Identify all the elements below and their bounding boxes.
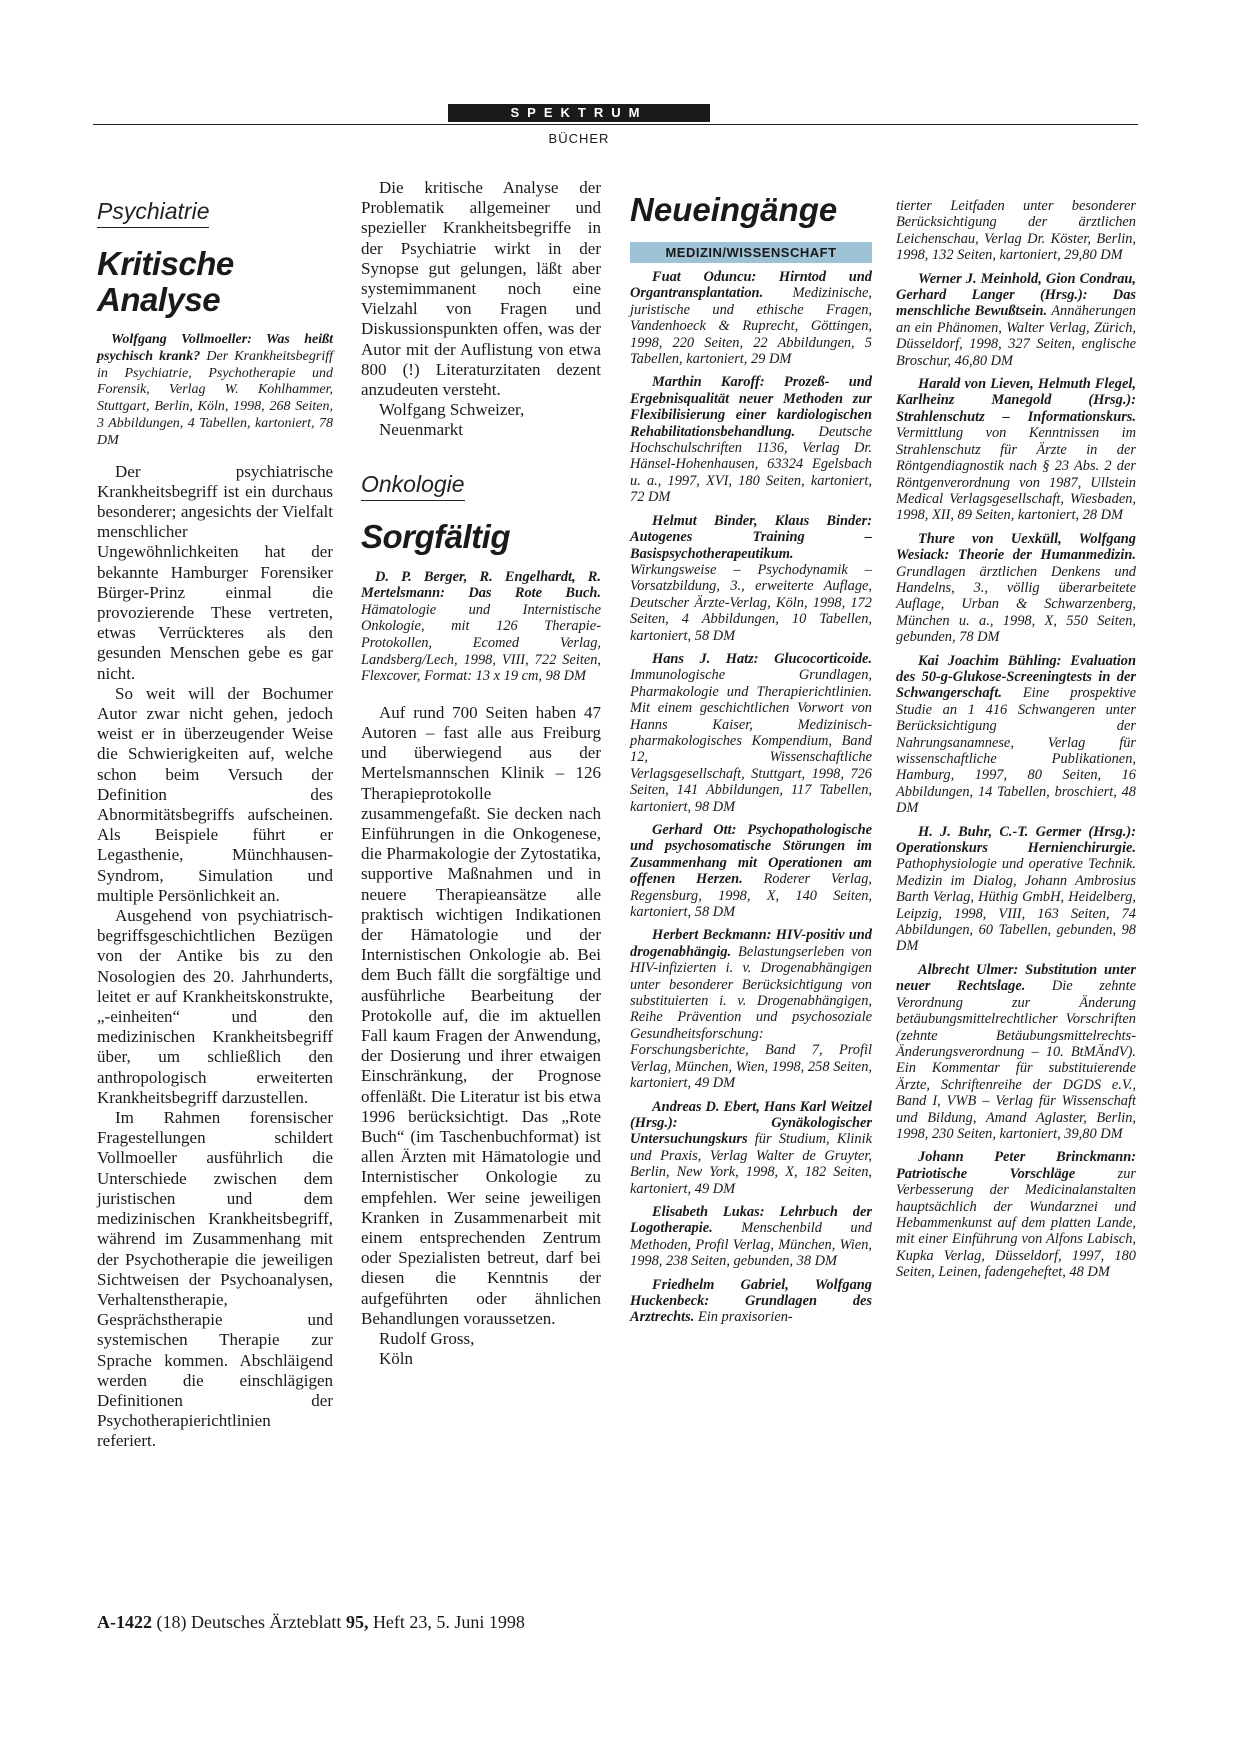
entry-title: Werner J. Meinhold, Gion Condrau, Gerhard Langer (Hrsg.): Das menschliche Bewußtsein. (896, 270, 1136, 320)
entry-details: Die zehnte Verordnung zur Änderung betäubungsmittelrechtlicher Vorschriften (zehnte Betäubungsmittelrechts-Änderungsverordnung – 10. BtMÄndV). Ein Kommentar für substituierende Ärzte, Schriftenreihe der DGDS e.V., Band I, VWB – Verlag für Wissenschaft und Bildung, Amand Aglaster, Berlin, 1998, 230 Seiten, kartoniert, 39,80 DM (896, 978, 1136, 1142)
headline-kritische-analyse (97, 246, 333, 318)
list-item (630, 822, 872, 920)
journal-date: Heft 23, 5. Juni 1998 (372, 1612, 525, 1632)
journal-issue: (18) Deutsches Ärzteblatt (156, 1612, 342, 1632)
headline-line-1: Kritische (97, 245, 234, 282)
entry-details: Belastungserleben von HIV-infizierten i. v. Drogenabhängigen unter besonderer Berücksichtigung von substituierten i. v. Drogenabhängigen, Reihe Prävention und psychosoziale Gesundheitsforschung: Forschungsberichte, Band 7, Profil Verlag, München, Wien, 1998, 258 Seiten, kartoniert, 49 DM (630, 943, 872, 1092)
list-item (896, 824, 1136, 955)
entry-title: Kai Joachim Bühling: Evaluation des 50-g-Glukose-Screeningtests in der Schwangerschaft. (896, 652, 1136, 702)
author-name: Wolfgang Schweizer, (379, 400, 525, 420)
entry-title: Albrecht Ulmer: Substitution unter neuer Rechtslage. (896, 961, 1136, 995)
entry-details: Annäherungen an ein Phänomen, Walter Verlag, Zürich, Düsseldorf, 1998, 327 Seiten, englische Broschur, 46,80 DM (896, 303, 1136, 369)
rubric-psychiatrie: Psychiatrie (97, 198, 209, 228)
article-body-continued (361, 178, 601, 400)
author-place: Köln (379, 1349, 413, 1369)
book-details: Der Krankheitsbegriff in Psychiatrie, Psychotherapie und Forensik, Verlag W. Kohlhammer, Stuttgart, Berlin, Köln, 1998, 268 Seiten, 3 Abbildungen, 4 Tabellen, kartoniert, 78 DM (97, 348, 334, 448)
paragraph: So weit will der Bochumer Autor zwar nicht gehen, jedoch weist er in überzeugender Weise die Schwierigkeiten auf, welche schon beim Versuch der Definition des Abnormitätsbegriffs aufscheinen. Als Beispiele führt er Legasthenie, Münchhausen-Syndrom, Simulation und multiple Persönlichkeit an. (97, 683, 333, 905)
list-item (630, 1277, 872, 1326)
entry-details: Vermittlung von Kenntnissen im Strahlenschutz für Ärzte in der Röntgendiagnostik nach § 23 Abs. 2 der Röntgenverordnung von 1987, Ullstein Medical Verlagsgesellschaft, Wiesbaden, 1998, XII, 89 Seiten, kartoniert, 28 DM (896, 425, 1136, 524)
page-footer (97, 1612, 525, 1633)
entry-title: Elisabeth Lukas: Lehrbuch der Logotherapie. (630, 1203, 872, 1237)
rubric-onkologie: Onkologie (361, 471, 465, 501)
paragraph: Die kritische Analyse der Problematik allgemeiner und spezieller Krankheitsbegriffe in der Psychiatrie wirkt in der Synopse gut gelungen, läßt aber systemimmanent noch eine Vielzahl von Fragen und Diskussionspunkten offen, was der Autor mit der Auflistung von etwa 800 (!) Literaturzitaten dezent anzudeuten versteht. (361, 178, 601, 400)
section-label: SPEKTRUM (448, 104, 710, 122)
entry-details: Deutsche Hochschulschriften 1136, Verlag Dr. Hänsel-Hohenhausen, 63324 Egelsbach u. a., 1997, XVI, 180 Seiten, kartoniert, 72 DM (630, 423, 872, 506)
list-item (896, 531, 1136, 646)
entry-title: H. J. Buhr, C.-T. Germer (Hrsg.): Operationskurs Hernienchirurgie. (896, 823, 1136, 857)
article-body (361, 703, 601, 1329)
entry-details: Roderer Verlag, Regensburg, 1998, X, 140 Seiten, kartoniert, 58 DM (630, 871, 872, 921)
entry-title: Gerhard Ott: Psychopathologische und psychosomatische Störungen im Zusammenhang mit Operationen am offenen Herzen. (630, 822, 872, 888)
headline-line-2: Analyse (97, 281, 221, 318)
list-item-continued: tierter Leitfaden unter besonderer Berücksichtigung der ärztlichen Leichenschau, Verlag Dr. Köster, Berlin, 1998, 132 Seiten, kartoniert, 29,80 DM (896, 198, 1136, 264)
entry-list (630, 269, 872, 1326)
list-item (630, 1099, 872, 1197)
list-item (630, 927, 872, 1091)
column-3 (630, 192, 872, 1333)
book-title: D. P. Berger, R. Engelhardt, R. Mertelsmann: Das Rote Buch. (361, 568, 601, 602)
list-item (896, 962, 1136, 1142)
entry-title: Hans J. Hatz: Glucocorticoide. (652, 650, 872, 667)
header-rule (93, 124, 1138, 125)
entry-details: Grundlagen ärztlichen Denkens und Handelns, 3., völlig überarbeitete Auflage, Urban & Schwarzenberg, München u. a., 1998, X, 550 Seiten, gebunden, 78 DM (896, 563, 1136, 646)
list-item (630, 1204, 872, 1270)
paragraph: Ausgehend von psychiatrisch-begriffsgeschichtlichen Bezügen von der Antike bis zu den Nosologien des 20. Jahrhunderts, leitet er auf Krankheitskonstrukte, „-einheiten“ und den medizinischen Krankheitsbegriff über, um schließlich den anthropologisch erweiterten Krankheitsbegriff darzustellen. (97, 906, 333, 1107)
entry-details: Pathophysiologie und operative Technik. Medizin im Dialog, Johann Ambrosius Barth Verlag, Hüthig GmbH, Heidelberg, Leipzig, 1998, VIII, 163 Seiten, 74 Abbildungen, 60 Tabellen, gebunden, 98 DM (896, 856, 1136, 955)
paragraph: Auf rund 700 Seiten haben 47 Autoren – fast alle aus Freiburg und überwiegend aus der Mertelsmannschen Klinik – 126 Therapieprotokolle zusammengefaßt. Sie decken nach Einführungen in die Onkogenese, die Pharmakologie der Zytostatika, supportive Maßnahmen und in neuere Therapieansätze alle praktisch wichtigen Indikationen der Hämatologie und der Internistischen Onkologie ab. Bei dem Buch fällt die sorgfältige und ausführliche Bearbeitung der Protokolle auf, die im aktuellen Fall kaum Fragen der Anwendung, der Dosierung und ihrer etwaigen Einschränkung, der Prognose offenläßt. Die Literatur ist bis etwa 1996 berücksichtigt. Das „Rote Buch“ (im Taschenbuchformat) ist allen Ärzten mit Hämatologie und Internistischer Onkologie zu empfehlen. Wer seine jeweiligen Kranken in Zusammenarbeit mit einem entsprechenden Zentrum oder Spezialisten betreut, darf bei diesen die Kenntnis der aufgeführten oder ähnlichen Behandlungen voraussetzen. (361, 702, 601, 1328)
list-item (630, 513, 872, 644)
entry-details: Ein praxisorien- (694, 1309, 793, 1326)
book-reference (361, 569, 601, 685)
entry-details: Wirkungsweise – Psychodynamik – Vorsatzbildung, 3., erweiterte Auflage, Deutscher Ärzte-Verlag, Köln, 1998, 172 Seiten, 4 Abbildungen, 10 Tabellen, kartoniert, 58 DM (630, 561, 872, 644)
paragraph: Der psychiatrische Krankheitsbegriff ist ein durchaus besonderer; angesichts der Vielfalt menschlicher Ungewöhnlichkeiten hat der bekannte Hamburger Forensiker Bürger-Prinz einmal die provozierende These vertreten, etwas Verrückteres als den gesunden Menschen gebe es gar nicht. (97, 461, 333, 683)
entry-title: Friedhelm Gabriel, Wolfgang Huckenbeck: Grundlagen des Arztrechts. (630, 1276, 872, 1326)
entry-title: Marthin Karoff: Prozeß- und Ergebnisqualität neuer Methoden zur Flexibilisierung einer kardiologischen Rehabilitationsbehandlung. (630, 374, 872, 440)
entry-title: Fuat Oduncu: Hirntod und Organtransplantation. (630, 269, 872, 302)
list-item (896, 376, 1136, 524)
book-details: Hämatologie und Internistische Onkologie, mit 126 Therapie-Protokollen, Ecomed Verlag, Landsberg/Lech, 1998, VIII, 722 Seiten, Flexcover, Format: 13 x 19 cm, 98 DM (361, 601, 601, 685)
entry-details: Eine prospektive Studie an 1 416 Schwangeren unter Berücksichtigung der Nahrungsanamnese, Verlag für wissenschaftliche Publikationen, Hamburg, 1997, 80 Seiten, 16 Abbildungen, 14 Tabellen, broschiert, 48 DM (896, 685, 1136, 817)
book-reference (97, 332, 333, 450)
category-badge: MEDIZIN/WISSENSCHAFT (630, 242, 872, 263)
entry-title: Johann Peter Brinckmann: Patriotische Vorschläge (896, 1149, 1136, 1182)
column-1 (97, 198, 333, 1452)
entry-details: Immunologische Grundlagen, Pharmakologie und Therapierichtlinien. Mit einem geschichtlichen Vorwort von Hanns Kaiser, Medizinisch-pharmakologisches Kompendium, Band 12, Wissenschaftliche Verlagsgesellschaft, Stuttgart, 1998, 726 Seiten, 141 Abbildungen, 117 Tabellen, kartoniert, 98 DM (630, 667, 872, 815)
headline-neueingaenge: Neueingänge (630, 191, 838, 228)
entry-title: Andreas D. Ebert, Hans Karl Weitzel (Hrsg.): Gynäkologischer Untersuchungskurs (630, 1098, 872, 1148)
paragraph: Im Rahmen forensischer Fragestellungen schildert Vollmoeller ausführlich die Unterschiede zwischen dem juristischen und dem medizinischen Krankheitsbegriff, während im Zusammenhang mit der Psychotherapie die jeweiligen Sichtweisen der Psychoanalysen, Verhaltenstherapie, Gesprächstherapie und systemischen Therapie zur Sprache kommen. Abschläigend werden die einschlägigen Definitionen der Psychotherapierichtlinien referiert. (97, 1108, 333, 1451)
list-item (896, 271, 1136, 369)
column-4 (896, 198, 1136, 1288)
entry-details: Menschenbild und Methoden, Profil Verlag, München, Wien, 1998, 238 Seiten, gebunden, 38 DM (630, 1220, 872, 1270)
entry-title: Herbert Beckmann: HIV-positiv und drogenabhängig. (630, 927, 872, 960)
headline-sorgfaeltig: Sorgfältig (361, 517, 510, 555)
page-number: A-1422 (97, 1612, 152, 1632)
subsection-label: BÜCHER (548, 131, 610, 146)
list-item (630, 651, 872, 815)
book-title: Wolfgang Vollmoeller: Was heißt psychisch krank? (97, 332, 333, 364)
list-item (630, 374, 872, 505)
column-2 (361, 178, 601, 1370)
author-name: Rudolf Gross, (379, 1329, 475, 1349)
list-item (896, 1149, 1136, 1280)
author-place: Neuenmarkt (379, 420, 464, 440)
journal-volume: 95, (345, 1612, 369, 1632)
entry-details: zur Verbesserung der Medicinalanstalten hauptsächlich der Wundarznei und Hebammenkunst auf dem platten Lande, mit einer Einführung von Alfons Labisch, Kupka Verlag, Düsseldorf, 1997, 180 Seiten, Leinen, fadengeheftet, 48 DM (896, 1165, 1136, 1281)
entry-details: Medizinische, juristische und ethische Fragen, Vandenhoeck & Ruprecht, Göttingen, 1998, 220 Seiten, 22 Abbildungen, 5 Tabellen, kartoniert, 29 DM (630, 285, 872, 368)
entry-title: Thure von Uexküll, Wolfgang Wesiack: Theorie der Humanmedizin. (896, 530, 1136, 564)
list-item (896, 653, 1136, 817)
entry-title: Harald von Lieven, Helmuth Flegel, Karlheinz Manegold (Hrsg.): Strahlenschutz – Informationskurs. (896, 376, 1136, 425)
list-item (630, 269, 872, 367)
entry-details: für Studium, Klinik und Praxis, Verlag Walter de Gruyter, Berlin, New York, 1998, X, 182 Seiten, kartoniert, 49 DM (630, 1131, 872, 1197)
entry-title: Helmut Binder, Klaus Binder: Autogenes Training – Basispsychotherapeutikum. (630, 512, 872, 562)
article-body (97, 462, 333, 1452)
